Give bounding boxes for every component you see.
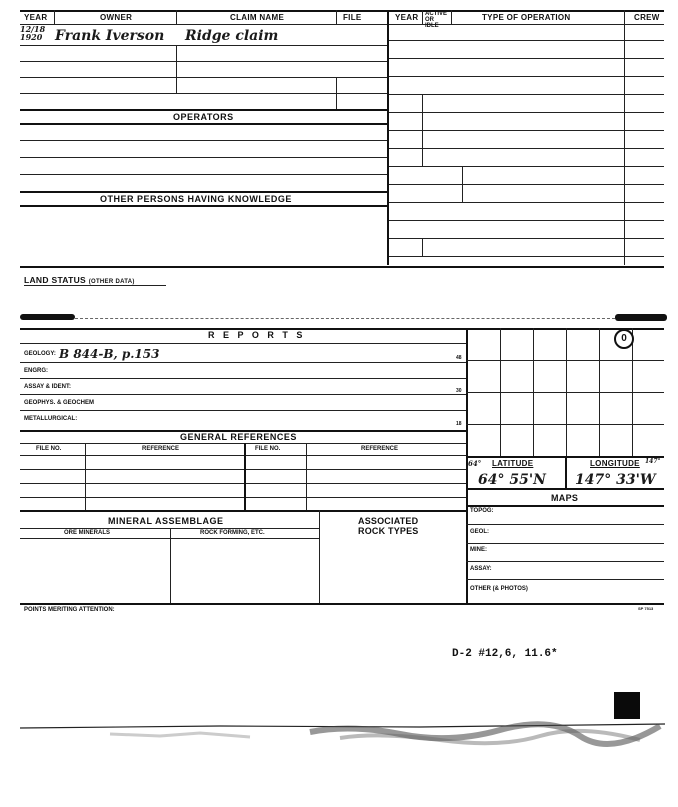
other-persons-top-rule — [20, 191, 387, 193]
land-status-title: LAND STATUS (OTHER DATA) — [24, 275, 135, 285]
metallurgical-label: METALLURGICAL: — [24, 416, 78, 422]
file-no-header-2: FILE NO. — [255, 446, 281, 452]
owner-header: OWNER — [100, 13, 133, 22]
associated-label: ASSOCIATED — [358, 516, 419, 526]
type-of-operation-header: TYPE OF OPERATION — [482, 13, 571, 22]
points-meriting-label: POINTS MERITING ATTENTION: — [24, 607, 115, 613]
reference-header-1: REFERENCE — [142, 446, 180, 452]
num-48: 48 — [456, 355, 462, 361]
crew-header: CREW — [634, 13, 660, 22]
bottom-form-rule — [20, 603, 664, 605]
reports-grid-divider — [466, 328, 468, 507]
lat-prefix-note: 64° — [468, 459, 482, 468]
operators-row-line — [20, 174, 387, 175]
geol-label: GEOL: — [470, 529, 489, 535]
rock-types-label: ROCK TYPES — [358, 526, 419, 536]
latitude-label: LATITUDE — [492, 459, 534, 468]
file-no-header-1: FILE NO. — [36, 446, 62, 452]
active-idle-header: ACTIVE OR IDLE — [425, 11, 448, 29]
crew-divider — [624, 10, 625, 265]
longitude-label: LONGITUDE — [590, 459, 640, 468]
reports-title: R E P O R T S — [208, 330, 306, 340]
entry-year: 12/18 1920 — [20, 24, 46, 42]
operators-row-line — [20, 140, 387, 141]
year-right-header: YEAR — [395, 13, 419, 22]
mine-label: MINE: — [470, 547, 487, 553]
assay-label: ASSAY & IDENT: — [24, 384, 72, 390]
header-bottom-rule — [20, 24, 664, 25]
geology-label: GEOLOGY: — [24, 351, 56, 357]
claim-name-header: CLAIM NAME — [230, 13, 285, 22]
ore-minerals-header: ORE MINERALS — [64, 530, 111, 536]
geophys-label: GEOPHYS. & GEOCHEM — [24, 400, 95, 406]
engrg-label: ENGRG: — [24, 368, 48, 374]
operators-row-line — [20, 157, 387, 158]
scan-noise-band — [20, 712, 665, 757]
document-code: D-2 #12,6, 11.6* — [452, 648, 558, 660]
num-30: 30 — [456, 388, 462, 394]
latitude-value: 64° 55'N — [478, 472, 546, 488]
form-number: SP 7513 — [638, 606, 654, 611]
longitude-value: 147° 33'W — [575, 472, 656, 488]
other-photos-label: OTHER (& PHOTOS) — [470, 586, 528, 592]
general-references-title: GENERAL REFERENCES — [180, 432, 297, 442]
maps-title: MAPS — [551, 493, 579, 503]
owner-row-line — [20, 93, 387, 94]
owner-row-line — [20, 45, 387, 46]
mineral-assemblage-title: MINERAL ASSEMBLAGE — [108, 516, 224, 526]
lon-suffix-note: 147° — [645, 458, 661, 465]
reports-top-rule — [20, 328, 664, 330]
operators-bottom-rule — [20, 123, 387, 125]
assay-map-label: ASSAY: — [470, 566, 492, 572]
rock-forming-header: ROCK FORMING, ETC. — [200, 530, 265, 536]
left-right-divider — [387, 10, 389, 265]
land-status-top-rule — [20, 266, 664, 268]
other-persons-bottom-rule — [20, 205, 387, 207]
file-header: FILE — [343, 13, 362, 22]
other-persons-title: OTHER PERSONS HAVING KNOWLEDGE — [100, 194, 292, 204]
operators-title: OPERATORS — [173, 112, 234, 122]
topog-label: TOPOG: — [470, 508, 494, 514]
entry-claim: Ridge claim — [185, 28, 279, 44]
scan-smudge-left — [20, 314, 75, 320]
year-header: YEAR — [24, 13, 48, 22]
top-border — [20, 10, 664, 12]
grid-location-mark: 0 — [614, 329, 634, 349]
owner-row-line — [20, 61, 387, 62]
owner-row-line — [20, 77, 387, 78]
entry-owner: Frank Iverson — [55, 28, 165, 44]
reference-header-2: REFERENCE — [361, 446, 399, 452]
geology-value: B 844-B, p.153 — [59, 347, 160, 361]
scan-smudge-right — [615, 314, 667, 321]
operators-top-rule — [20, 109, 387, 111]
num-18: 18 — [456, 421, 462, 427]
